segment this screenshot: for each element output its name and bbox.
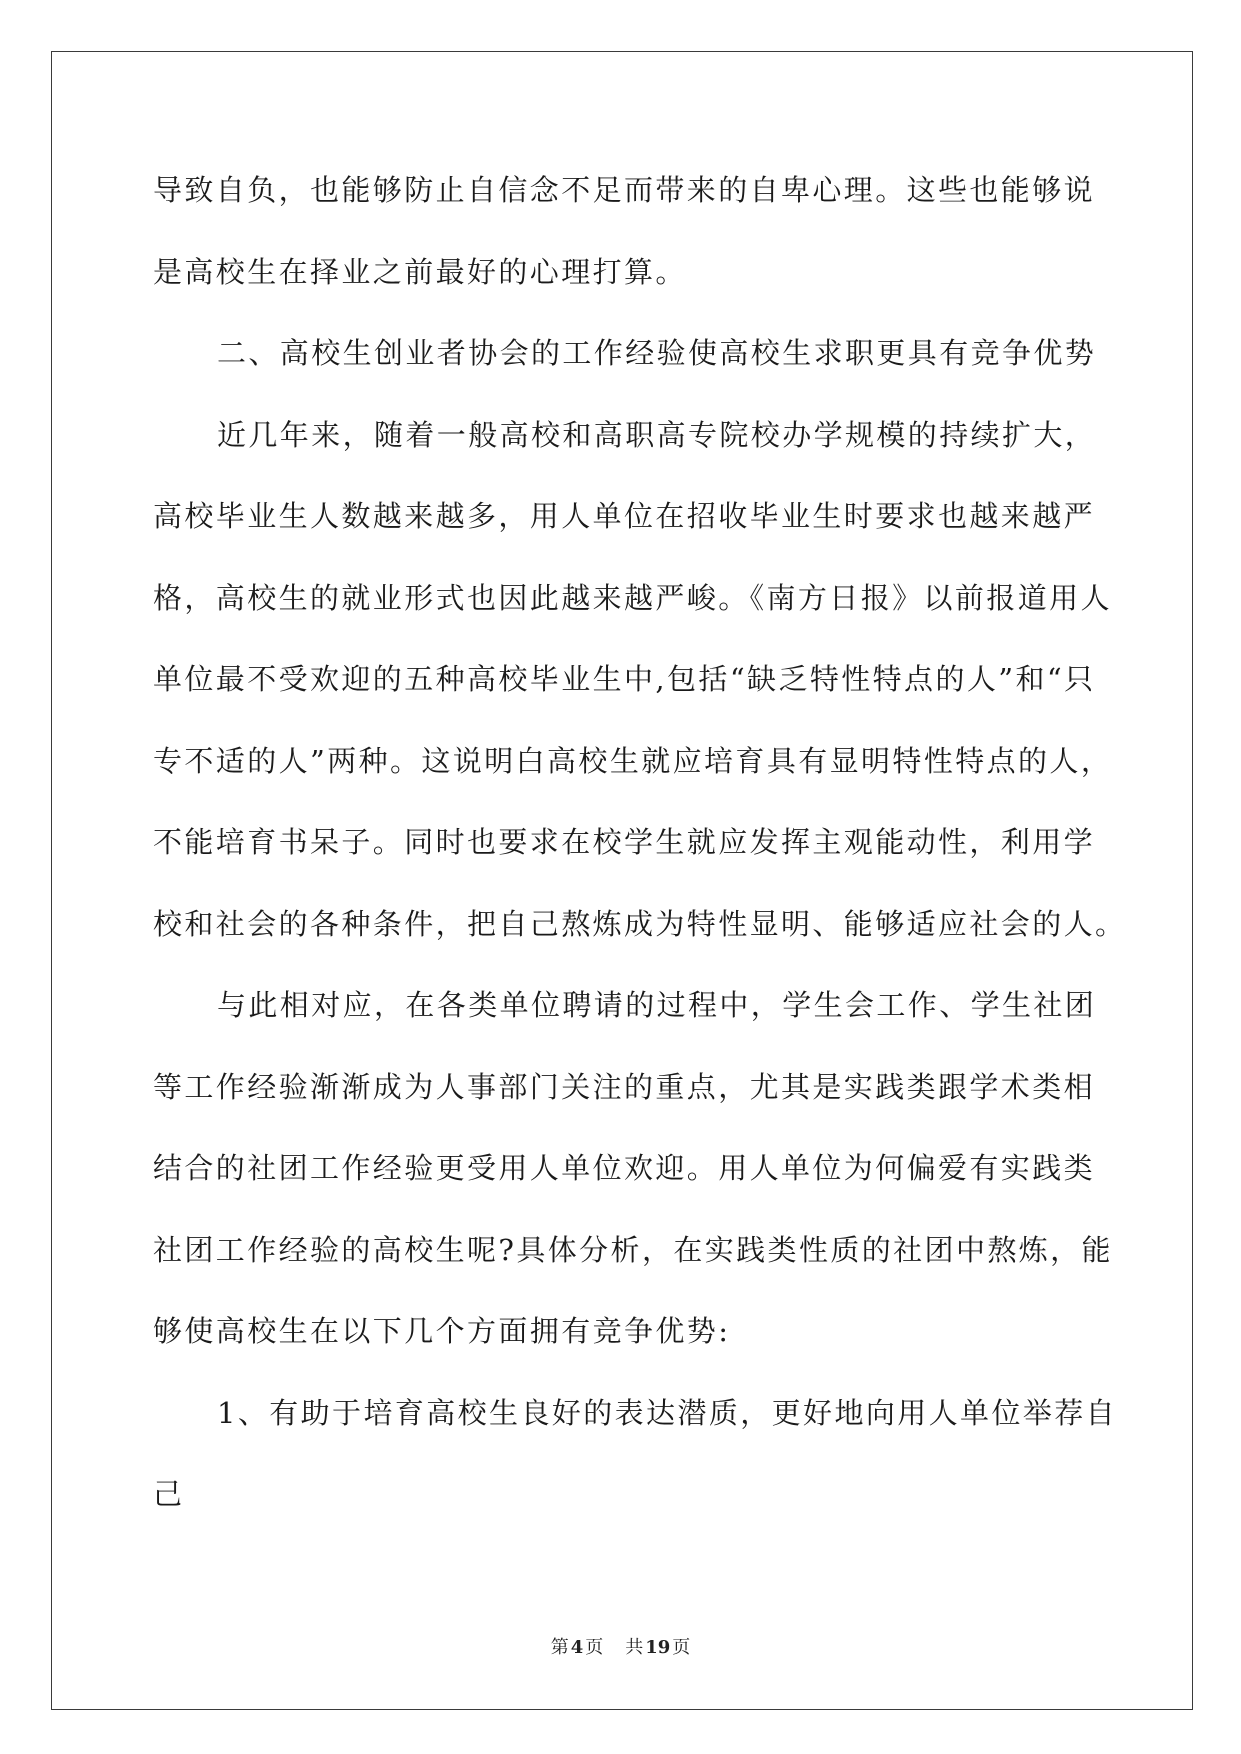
text-line: 格，高校生的就业形式也因此越来越严峻。《南方日报》以前报道用人 xyxy=(153,580,1112,615)
text-line: 导致自负，也能够防止自信念不足而带来的自卑心理。这些也能够说 xyxy=(153,173,1096,207)
paragraph xyxy=(153,150,1095,313)
page-footer xyxy=(0,1634,1241,1662)
total-prefix: 共 xyxy=(625,1637,644,1658)
text-line: 己 xyxy=(153,1477,185,1511)
text-line: 高校毕业生人数越来越多，用人单位在招收毕业生时要求也越来越严 xyxy=(153,499,1096,533)
paragraph xyxy=(153,965,1113,1373)
text-line: 与此相对应，在各类单位聘请的过程中，学生会工作、学生社团 xyxy=(217,988,1097,1022)
text-line: 近几年来，随着一般高校和高职高专院校办学规模的持续扩大， xyxy=(217,417,1097,452)
text-line: 结合的社团工作经验更受用人单位欢迎。用人单位为何偏爱有实践类 xyxy=(153,1151,1096,1185)
text-line: 社团工作经验的高校生呢?具体分析，在实践类性质的社团中熬炼，能 xyxy=(153,1232,1113,1267)
current-page: 4 xyxy=(570,1637,584,1658)
document-body xyxy=(153,150,1127,1536)
text-line: 校和社会的各种条件，把自己熬炼成为特性显明、能够适应社会的人。 xyxy=(153,906,1127,941)
total-pages: 19 xyxy=(645,1637,671,1658)
page-total xyxy=(625,1637,690,1658)
page-suffix: 页 xyxy=(585,1637,604,1658)
section-heading xyxy=(153,313,1095,395)
text-line: 专不适的人”两种。这说明白高校生就应培育具有显明特性特点的人， xyxy=(153,743,1113,778)
heading-line: 二、高校生创业者协会的工作经验使高校生求职更具有竞争优势 xyxy=(217,336,1097,370)
text-line: 是高校生在择业之前最好的心理打算。 xyxy=(153,254,687,289)
total-suffix: 页 xyxy=(672,1637,691,1658)
page-number xyxy=(551,1637,604,1658)
paragraph xyxy=(153,395,1127,966)
text-line: 1、有助于培育高校生良好的表达潜质，更好地向用人单位举荐自 xyxy=(217,1395,1118,1430)
text-line: 够使高校生在以下几个方面拥有竞争优势: xyxy=(153,1314,731,1348)
text-line: 不能培育书呆子。同时也要求在校学生就应发挥主观能动性，利用学 xyxy=(153,825,1096,859)
text-line: 等工作经验渐渐成为人事部门关注的重点，尤其是实践类跟学术类相 xyxy=(153,1069,1096,1104)
page-prefix: 第 xyxy=(550,1637,569,1658)
text-line: 单位最不受欢迎的五种高校毕业生中,包括“缺乏特性特点的人”和“只 xyxy=(153,662,1096,696)
paragraph xyxy=(153,1373,1118,1536)
